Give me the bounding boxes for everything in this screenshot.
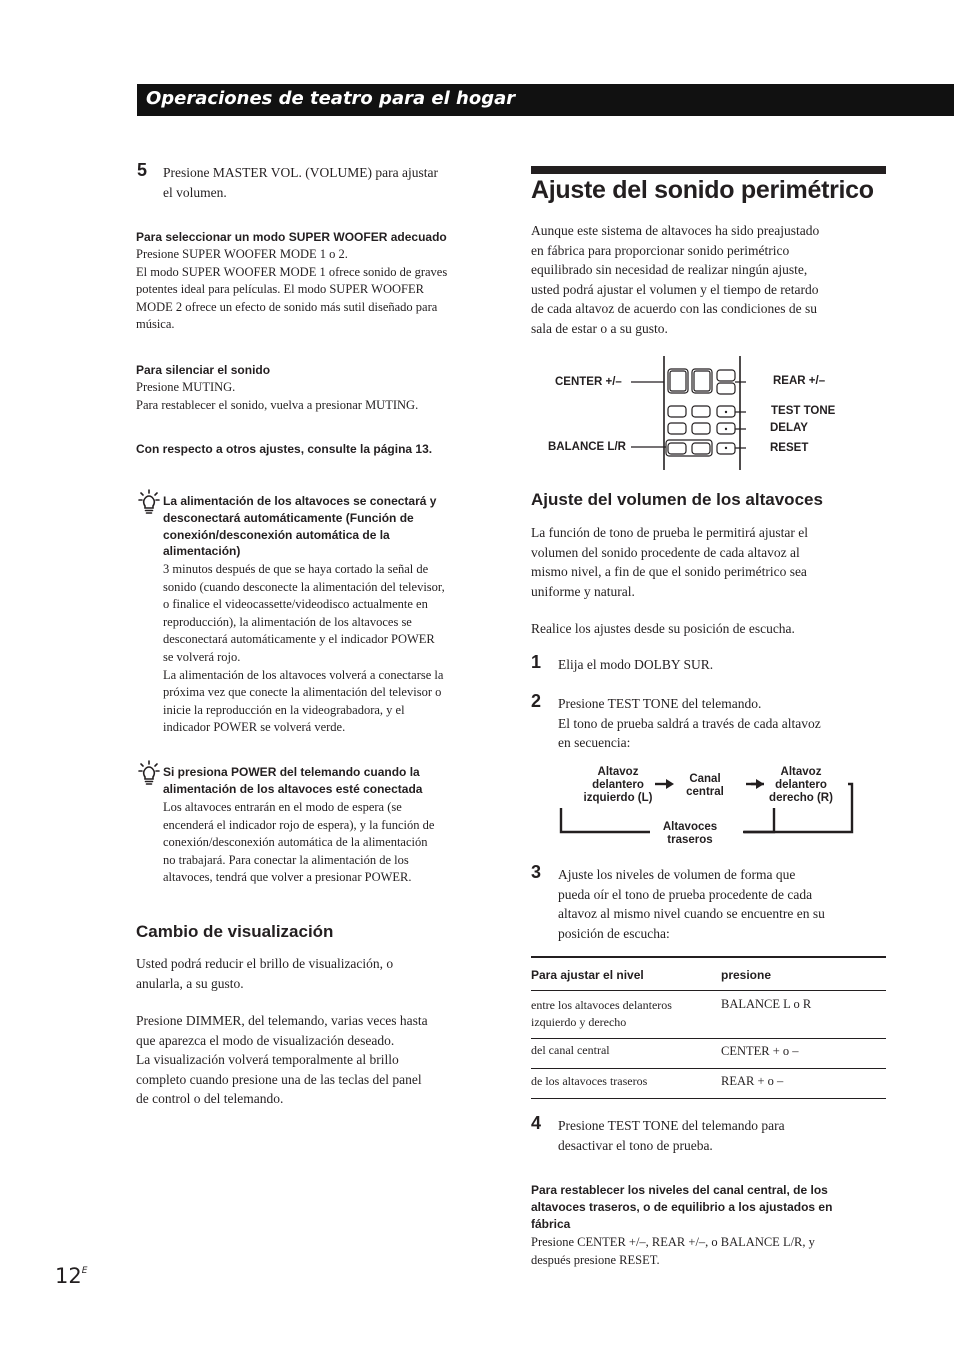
page-number: $12^E$ [55,1264,88,1288]
other-settings-note: Con respecto a otros ajustes, consulte la página 13. [136,442,433,456]
volume-heading: Ajuste del volumen de los altavoces [531,490,823,509]
table-rule [531,990,886,991]
woofer-text: Presione SUPER WOOFER MODE 1 o 2. El modo SUPER WOOFER MODE 1 ofrece sonido de graves potentes ideal para películas. El modo SUPER WOOFER MODE 2 ofrece un efecto de sonido más sutil diseñado para música. [136,247,448,332]
tip1-text: 3 minutos después de que se haya cortado la señal de sonido (cuando desconecte la alimentación del televisor, o finalice el videocassette/videodisco actualmente en reproducción), la alimentación de los altavoces se desconectará automáticamente y el indicador POWER se volverá rojo. La alimentación de los altavoces volverá a conectarse la próxima vez que conecte la alimentación del televisor o inicie la reproducción en la videograbadora, y el indicador POWER se volverá verde. [163,562,445,735]
flow-rear: Altavoces traseros [662,821,718,846]
table-top-rule [531,956,886,958]
label-test-tone: TEST TONE [771,405,836,417]
step-number: 3 [531,862,542,882]
label-center: CENTER +/– [555,376,622,388]
title-rule [531,166,886,174]
label-reset: RESET [770,442,809,454]
table-row-2-a: del canal central [531,1043,610,1057]
label-rear: REAR +/– [773,375,826,387]
step-number: 2 [531,691,542,711]
step-1-text: Elija el modo DOLBY SUR. [558,657,714,672]
table-row-2-b: CENTER + o – [721,1044,799,1058]
reset-text: Presione CENTER +/–, REAR +/–, o BALANCE L/R, y después presione RESET. [531,1235,815,1267]
table-row-3-a: de los altavoces traseros [531,1074,648,1088]
step-number: 1 [531,652,542,672]
display-paragraph-2: Presione DIMMER, del telemando, varias veces hasta que aparezca el modo de visualización deseado. La visualización volverá temporalmente al brillo completo cuando presione una de las teclas del panel de control o del telemando. [136,1013,428,1106]
page-title: Ajuste del sonido perimétrico [531,176,874,204]
section-header-title: Operaciones de teatro para el hogar [146,88,516,109]
step-3-text: Ajuste los niveles de volumen de forma que pueda oír el tono de prueba procedente de cada altavoz al mismo nivel cuando se encuentre en su posición de escucha: [558,867,825,941]
table-row-1-a: entre los altavoces delanteros izquierdo y derecho [531,998,672,1029]
step-number: 4 [531,1113,542,1133]
label-delay: DELAY [770,422,808,434]
table-row-1-b: BALANCE L o R [721,997,812,1011]
remote-control-diagram [631,354,746,472]
step-5-text: Presione MASTER VOL. (VOLUME) para ajustar el volumen. [163,165,438,200]
tip2-text: Los altavoces entrarán en el modo de espera (se encenderá el indicador rojo de espera), y la función de conexión/desconexión automática de la alimentación no trabajará. Para conectar la alimentación de los altavoces, tendrá que volver a presionar POWER. [163,800,435,885]
table-rule [531,1038,886,1039]
flow-front-left: Altavoz delantero izquierdo (L) [583,766,653,804]
table-header-col2: presione [721,968,772,982]
display-paragraph-1: Usted podrá reducir el brillo de visualización, o anularla, a su gusto. [136,956,394,991]
tip1-heading: La alimentación de los altavoces se conectará y desconectará automáticamente (Función de conexión/desconexión automática de la alimentación) [163,494,437,559]
volume-paragraph-2: Realice los ajustes desde su posición de escucha. [531,621,795,636]
mute-text: Presione MUTING. Para restablecer el sonido, vuelva a presionar MUTING. [136,380,419,412]
volume-intro: La función de tono de prueba le permitirá ajustar el volumen del sonido procedente de cada altavoz al mismo nivel, a fin de que el sonido perimétrico sea uniforme y natural. [531,525,809,599]
table-header-col1: Para ajustar el nivel [531,968,644,982]
mute-heading: Para silenciar el sonido [136,363,271,377]
step-4-text: Presione TEST TONE del telemando para desactivar el tono de prueba. [558,1118,785,1153]
step-number: 5 [137,160,148,180]
lightbulb-icon [138,489,160,515]
flow-center: Canal central [686,773,724,798]
table-bottom-rule [531,1098,886,1099]
flow-front-right: Altavoz delantero derecho (R) [769,766,833,804]
label-balance: BALANCE L/R [548,441,626,453]
table-rule [531,1068,886,1069]
tip2-heading: Si presiona POWER del telemando cuando la alimentación de los altavoces esté conectada [163,765,423,796]
reset-heading: Para restablecer los niveles del canal central, de los altavoces traseros, o de equilibrio a los ajustados en fábrica [531,1183,833,1231]
table-row-3-b: REAR + o – [721,1074,784,1088]
lightbulb-icon [138,760,160,786]
intro-text: Aunque este sistema de altavoces ha sido preajustado en fábrica para proporcionar sonido perimétrico equilibrado sin necesidad de realizar ningún ajuste, usted podrá ajustar el volumen y el tiempo de retardo de cada altavoz de acuerdo con las condiciones de su sala de estar o a su gusto. [531,223,820,336]
woofer-heading: Para seleccionar un modo SUPER WOOFER adecuado [136,230,447,244]
step-2-text: Presione TEST TONE del telemando. El tono de prueba saldrá a través de cada altavoz en secuencia: [558,696,821,750]
display-heading: Cambio de visualización [136,922,334,941]
